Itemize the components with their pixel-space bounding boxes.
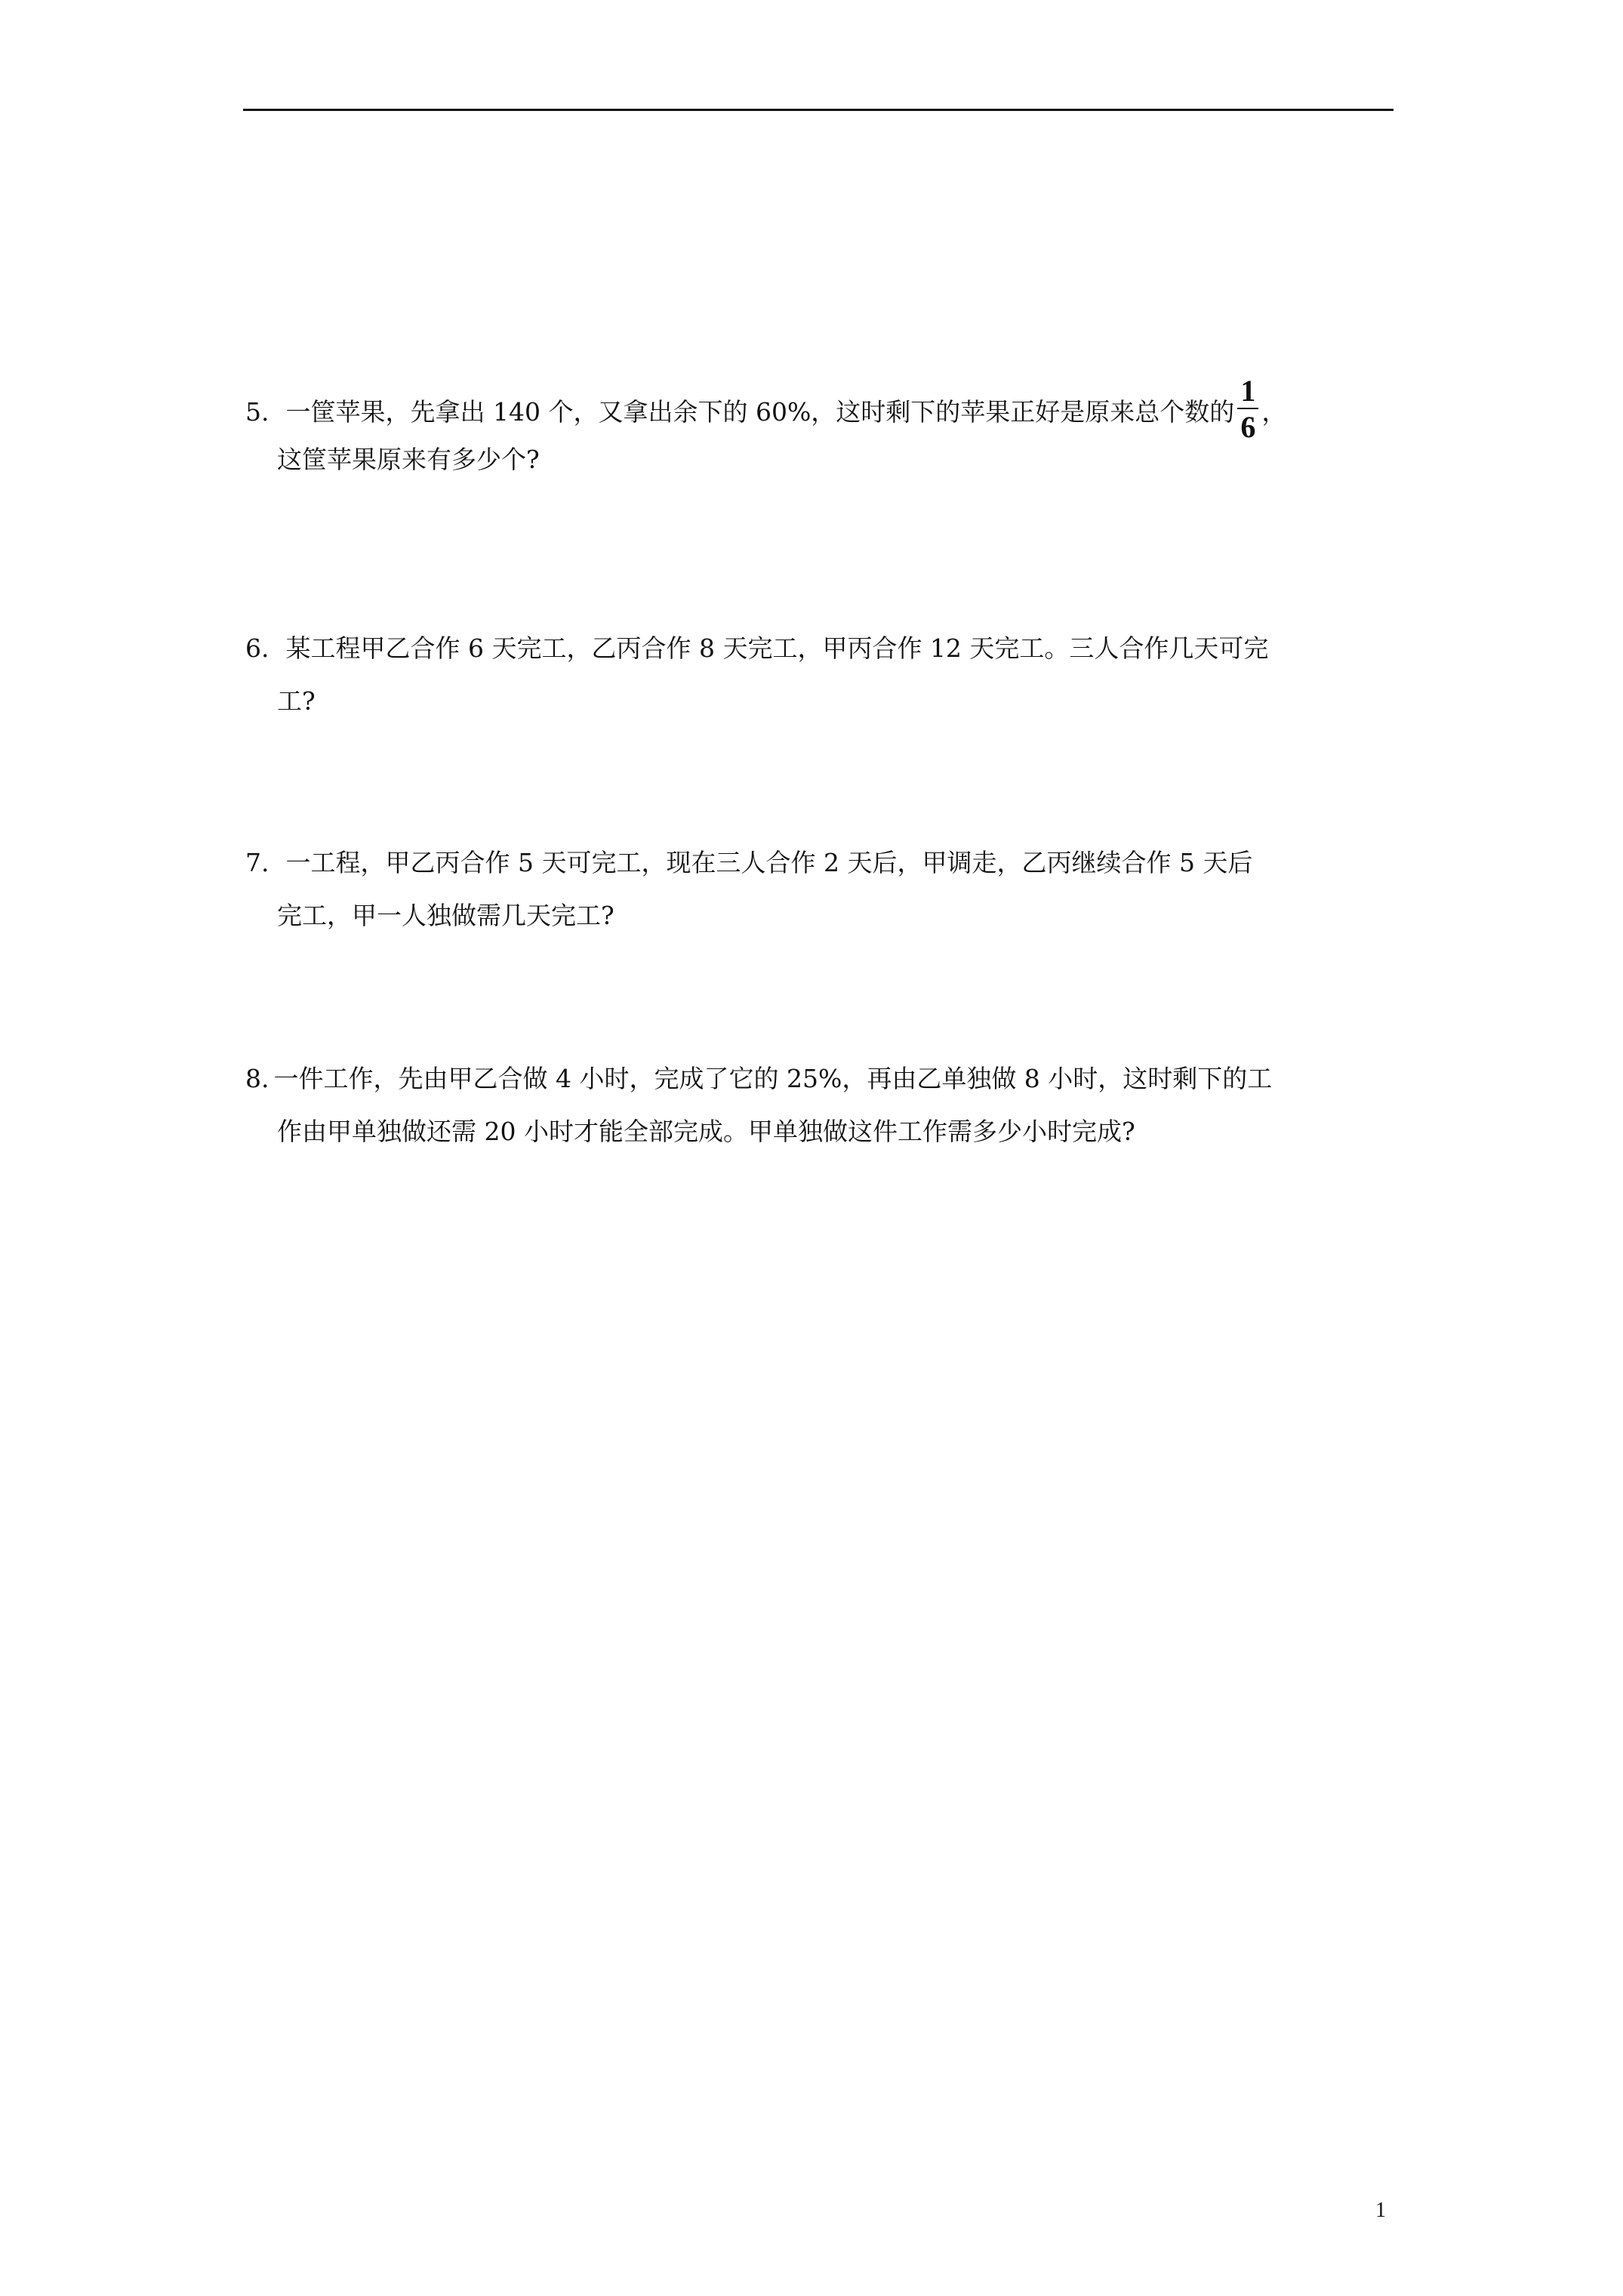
problem-7-line-2: 完工，甲一人独做需几天完工? <box>277 901 614 930</box>
problem-5-text-after-fraction: ， <box>1261 397 1287 427</box>
problem-5-number: 5. <box>245 397 269 427</box>
problem-7-number: 7. <box>245 848 269 877</box>
fraction-denominator: 6 <box>1240 410 1256 444</box>
problem-7-text: 一工程，甲乙丙合作 5 天可完工，现在三人合作 2 天后，甲调走，乙丙继续合作 5 天后 <box>285 848 1253 877</box>
header-rule <box>243 109 1394 111</box>
problem-8-line-1 <box>245 1052 1400 1105</box>
problem-5-line-2: 这筐苹果原来有多少个? <box>277 445 540 474</box>
problem-5-text-before-fraction: 一筐苹果，先拿出 140 个，又拿出余下的 60%，这时剩下的苹果正好是原来总个数的 <box>285 397 1235 427</box>
problem-8 <box>245 1052 1400 1158</box>
problem-6-line-1 <box>245 622 1400 675</box>
page-number: 1 <box>1375 2199 1386 2222</box>
problem-8-number: 8. <box>245 1064 269 1093</box>
problem-5-line-1 <box>245 374 1400 444</box>
problem-6 <box>245 622 1400 728</box>
problem-7 <box>245 837 1400 942</box>
problem-7-line-1 <box>245 837 1400 889</box>
problem-5 <box>245 374 1400 486</box>
problem-8-line-2: 作由甲单独做还需 20 小时才能全部完成。甲单独做这件工作需多少小时完成? <box>277 1117 1135 1146</box>
problem-6-line-2: 工? <box>277 686 316 716</box>
problem-6-text: 某工程甲乙合作 6 天完工，乙丙合作 8 天完工，甲丙合作 12 天完工。三人合作几天可完 <box>285 633 1269 663</box>
problem-8-text: 一件工作，先由甲乙合做 4 小时，完成了它的 25%，再由乙单独做 8 小时，这时剩下的工 <box>273 1064 1273 1093</box>
fraction-one-sixth <box>1237 376 1258 442</box>
fraction-numerator: 1 <box>1237 376 1258 409</box>
problem-6-number: 6. <box>245 633 269 663</box>
